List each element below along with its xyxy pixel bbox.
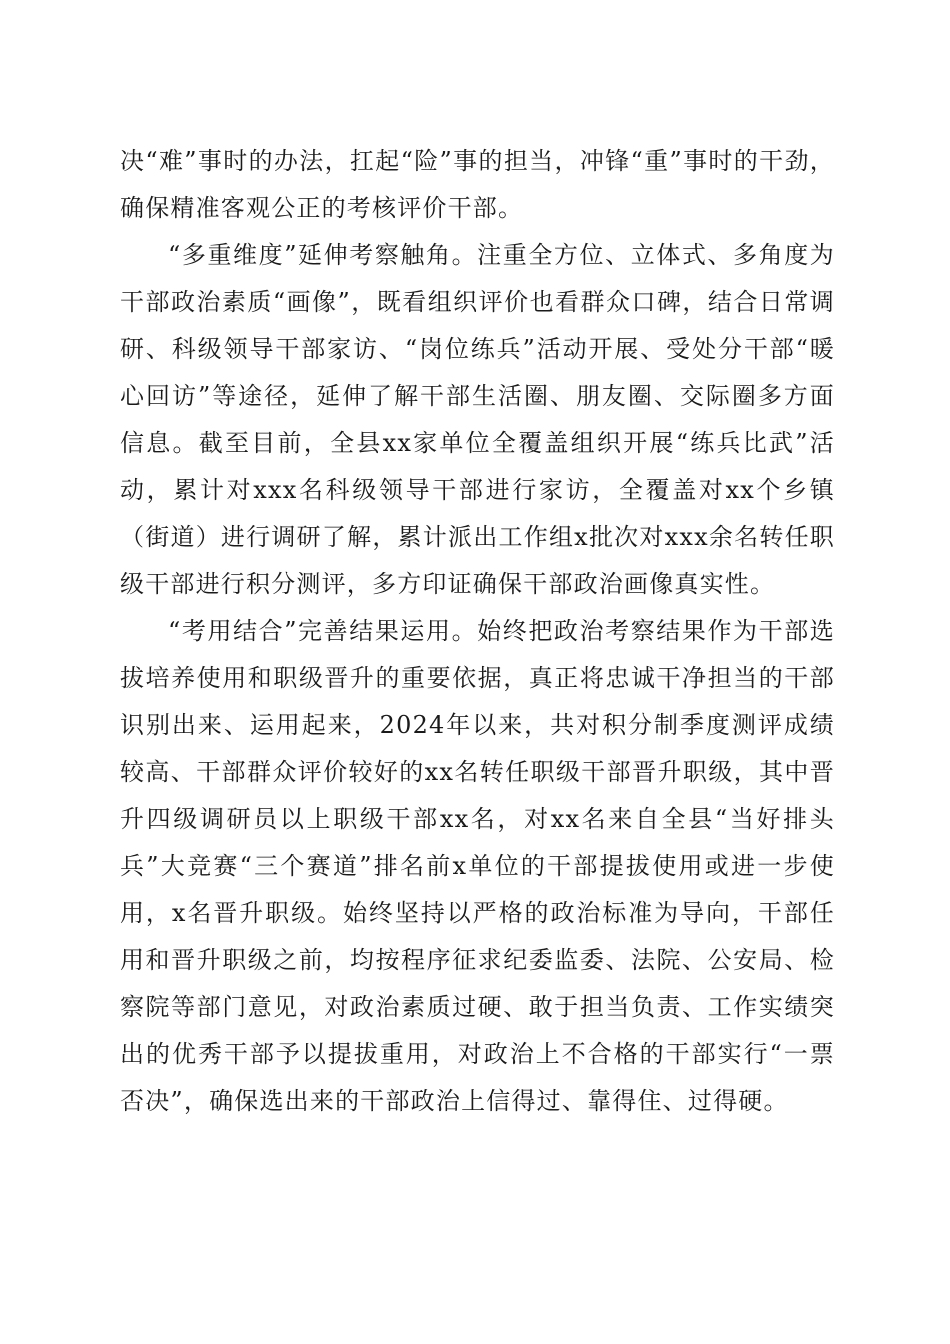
paragraph-multi-dimension: “多重维度”延伸考察触角。注重全方位、立体式、多角度为干部政治素质“画像”，既看组织评价也看群众口碑，结合日常调研、科级领导干部家访、“岗位练兵”活动开展、受处分干部“暖心回访”等途径，延伸了解干部生活圈、朋友圈、交际圈多方面信息。截至目前，全县xx家单位全覆盖组织开展“练兵比武”活动，累计对xxx名科级领导干部进行家访，全覆盖对xx个乡镇（街道）进行调研了解，累计派出工作组x批次对xxx余名转任职级干部进行积分测评，多方印证确保干部政治画像真实性。 xyxy=(120,241,835,598)
paragraph-continuation: 决“难”事时的办法，扛起“险”事的担当，冲锋“重”事时的干劲，确保精准客观公正的考核评价干部。 xyxy=(120,147,835,222)
paragraph-assessment-application: “考用结合”完善结果运用。始终把政治考察结果作为干部选拔培养使用和职级晋升的重要依据，真正将忠诚干净担当的干部识别出来、运用起来，2024年以来，共对积分制季度测评成绩较高、干部群众评价较好的xx名转任职级干部晋升职级，其中晋升四级调研员以上职级干部xx名，对xx名来自全县“当好排头兵”大竞赛“三个赛道”排名前x单位的干部提拔使用或进一步使用，x名晋升职级。始终坚持以严格的政治标准为导向，干部任用和晋升职级之前，均按程序征求纪委监委、法院、公安局、检察院等部门意见，对政治素质过硬、敢于担当负责、工作实绩突出的优秀干部予以提拔重用，对政治上不合格的干部实行“一票否决”，确保选出来的干部政治上信得过、靠得住、过得硬。 xyxy=(120,617,835,1115)
document-body xyxy=(120,138,835,1125)
